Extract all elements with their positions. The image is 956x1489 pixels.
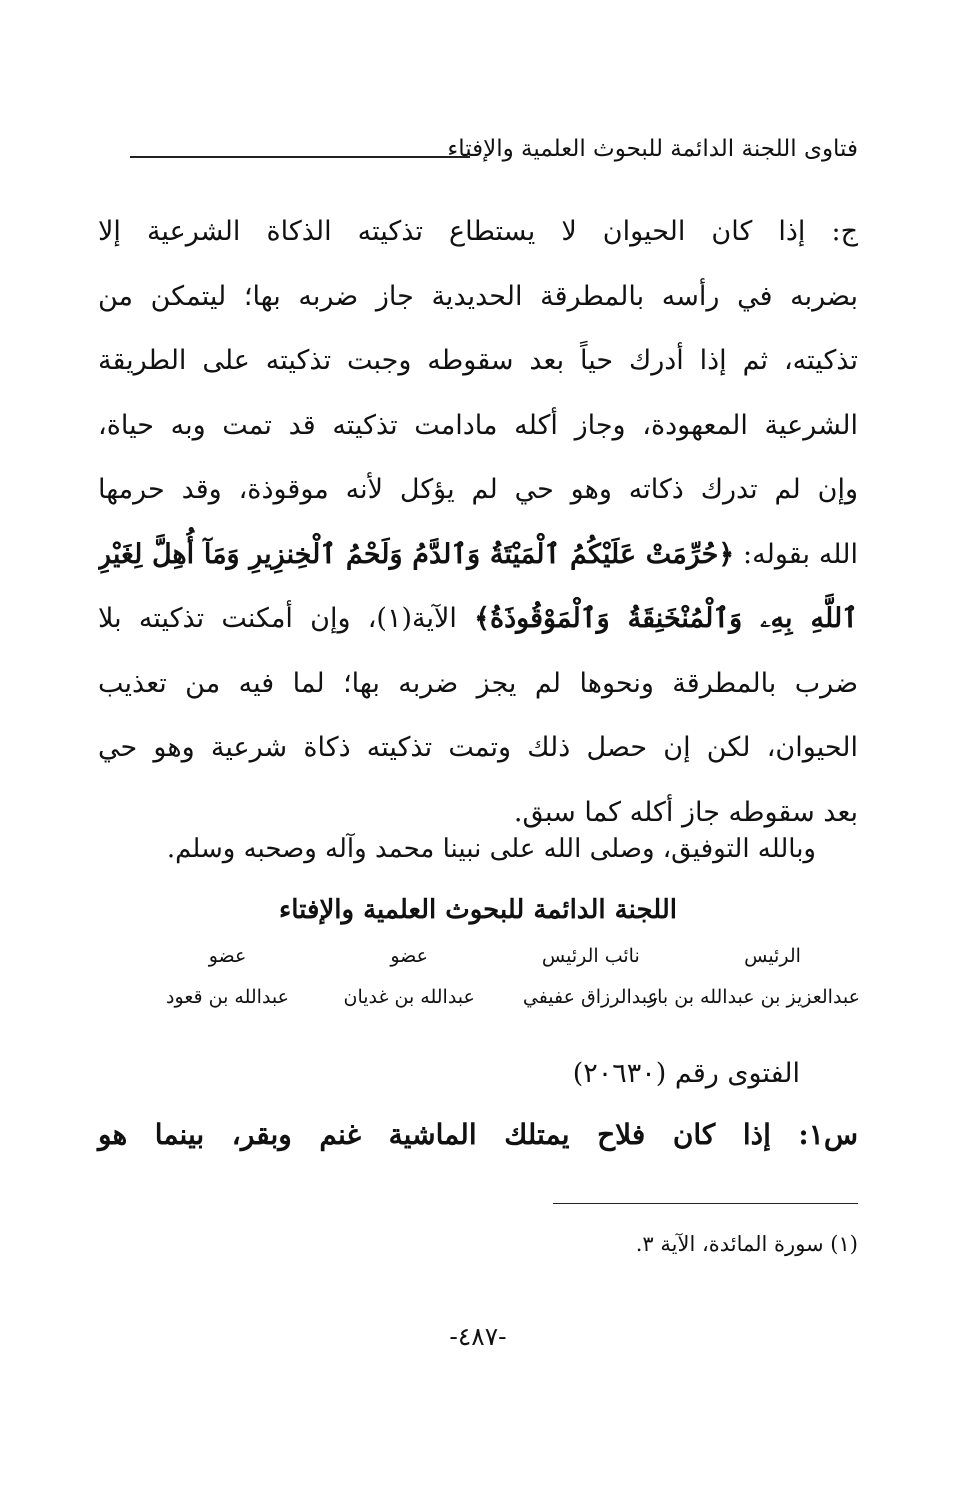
name-member: عبدالله بن غديان: [343, 986, 475, 1008]
role-member: عضو: [208, 945, 247, 967]
header-rule: [130, 156, 470, 158]
answer-line: تذكيته، ثم إذا أدرك حياً بعد سقوطه وجبت تذكيته على الطريقة: [98, 345, 858, 376]
answer-line: الشرعية المعهودة، وجاز أكله مادامت تذكيته قد تمت وبه حياة،: [98, 409, 858, 441]
name-member: عبدالله بن قعود: [166, 986, 289, 1008]
signatory-names: [140, 986, 860, 1008]
signatory-roles: [140, 945, 860, 967]
quran-verse-part-2: ٱللَّهِ بِهِۦ وَٱلْمُنْخَنِقَةُ وَٱلْمَوْقُوذَةُ﴾: [474, 603, 858, 634]
answer-line: الحيوان، لكن إن حصل ذلك وتمت تذكيته ذكاة شرعية وهو حي: [98, 732, 858, 763]
answer-line-start: الله بقوله:: [743, 538, 858, 570]
name-president: عبدالعزيز بن عبدالله بن باز: [647, 986, 860, 1008]
answer-line: بعد سقوطه جاز أكله كما سبق.: [513, 796, 858, 828]
role-president: الرئيس: [744, 945, 801, 967]
footnote-rule: [553, 1203, 858, 1204]
fatwa-number: الفتوى رقم (٢٠٦٣٠): [572, 1058, 800, 1089]
quran-verse-part-1: ﴿حُرِّمَتْ عَلَيْكُمُ ٱلْمَيْتَةُ وَٱلدَّمُ وَلَحْمُ ٱلْخِنزِيرِ وَمَآ أُهِلَّ لِغَيْرِ: [98, 538, 735, 570]
closing-formula: وبالله التوفيق، وصلى الله على نبينا محمد وآله وصحبه وسلم.: [166, 834, 816, 864]
answer-line-with-verse: [98, 587, 858, 652]
committee-title: اللجنة الدائمة للبحوث العلمية والإفتاء: [279, 895, 677, 925]
answer-line: ضرب بالمطرقة ونحوها لم يجز ضربه بها؛ لما فيه من تعذيب: [98, 667, 858, 699]
role-member: عضو: [390, 945, 428, 967]
role-vice-president: نائب الرئيس: [541, 945, 640, 967]
running-header: فتاوى اللجنة الدائمة للبحوث العلمية والإفتاء: [447, 136, 858, 162]
name-vice-president: عبدالرزاق عفيفي: [522, 986, 659, 1008]
answer-line-with-verse: [98, 523, 858, 588]
answer-line: وإن لم تدرك ذكاته وهو حي لم يؤكل لأنه موقوذة، وقد حرمها: [98, 474, 858, 505]
footnote: (١) سورة المائدة، الآية ٣.: [635, 1232, 858, 1256]
question-line: س١: إذا كان فلاح يمتلك الماشية غنم وبقر، بينما هو: [98, 1118, 858, 1151]
page-number: -٤٨٧-: [449, 1322, 507, 1351]
answer-line: بضربه في رأسه بالمطرقة الحديدية جاز ضربه بها؛ ليتمكن من: [98, 280, 858, 312]
answer-line: ج: إذا كان الحيوان لا يستطاع تذكيته الذكاة الشرعية إلا: [98, 216, 858, 247]
answer-line-end: الآية(١)، وإن أمكنت تذكيته بلا: [98, 603, 457, 634]
answer-text: [98, 200, 858, 845]
